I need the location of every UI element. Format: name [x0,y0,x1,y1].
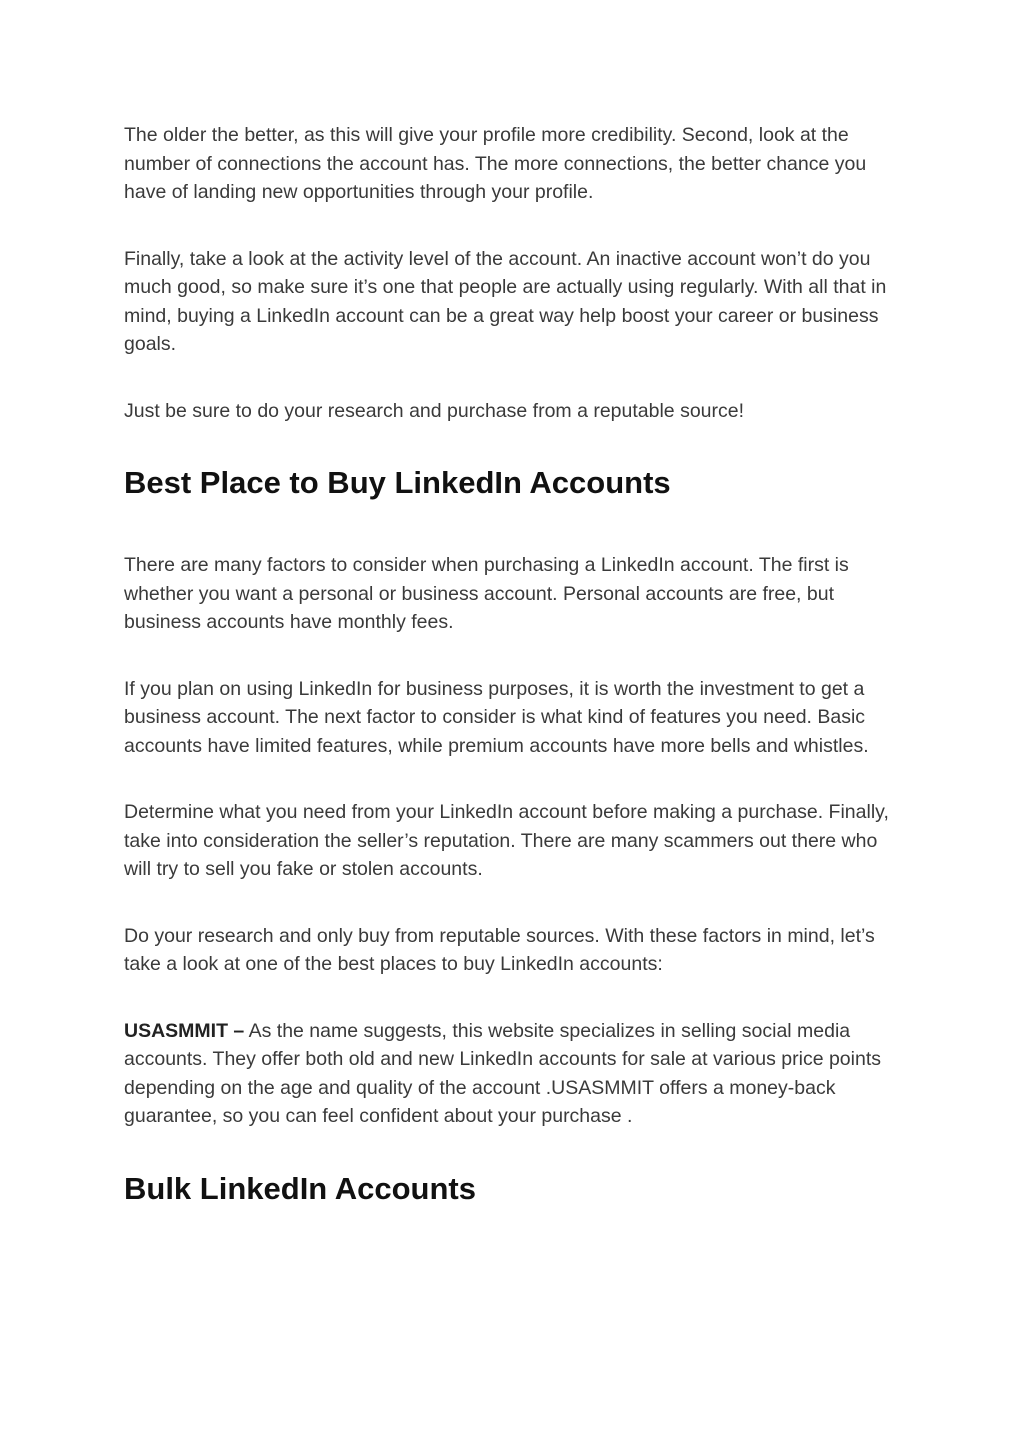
usasmmit-lead: USASMMIT – [124,1019,245,1042]
section-paragraph-4: Do your research and only buy from reputable sources. With these factors in mind, let’s take a look at one of the best places to buy LinkedIn accounts: [124,924,875,975]
section-paragraph-1: There are many factors to consider when purchasing a LinkedIn account. The first is whether you want a personal or business account. Personal accounts are free, but business accounts have monthly fees. [124,554,849,633]
intro-paragraph-2: Finally, take a look at the activity level of the account. An inactive account won’t do you much good, so make sure it’s one that people are actually using regularly. With all that in mind, buying a LinkedIn account can be a great way help boost your career or business goals. [124,247,887,355]
intro-paragraph-3: Just be sure to do your research and purchase from a reputable source! [124,399,745,422]
intro-paragraph-1: The older the better, as this will give your profile more credibility. Second, look at the number of connections the account has. The more connections, the better chance you have of landing new opportunities through your profile. [124,124,867,203]
usasmmit-paragraph [124,1017,900,1131]
document-page [124,121,900,1209]
section-heading-bulk: Bulk LinkedIn Accounts [124,1170,476,1206]
usasmmit-text: As the name suggests, this website specializes in selling social media accounts. They offer both old and new LinkedIn accounts for sale at various price points depending on the age and quality of the account .USASMMIT offers a money-back guarantee, so you can feel confident about your purchase . [124,1019,881,1127]
section-paragraph-3: Determine what you need from your LinkedIn account before making a purchase. Finally, take into consideration the seller’s reputation. There are many scammers out there who will try to sell you fake or stolen accounts. [124,801,889,880]
section-paragraph-2: If you plan on using LinkedIn for business purposes, it is worth the investment to get a business account. The next factor to consider is what kind of features you need. Basic accounts have limited features, while premium accounts have more bells and whistles. [124,677,869,757]
section-heading-best-place: Best Place to Buy LinkedIn Accounts [124,465,671,500]
